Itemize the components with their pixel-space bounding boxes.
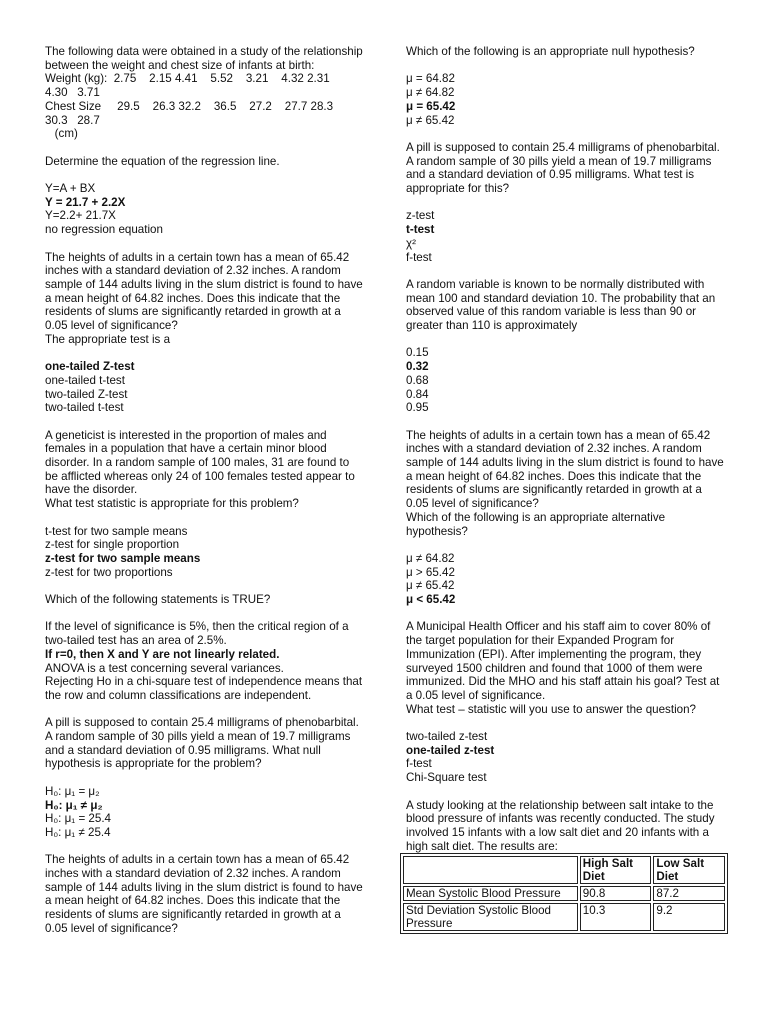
answer-option: χ² bbox=[406, 236, 416, 250]
answer-option: μ = 64.82 bbox=[406, 72, 455, 86]
answer-option: z-test for single proportion bbox=[45, 538, 180, 552]
question-text: Which of the following is an appropriate null hypothesis? bbox=[406, 45, 695, 58]
question-text: The heights of adults in a certain town has a mean of 65.42 inches with a standard deviation of 2.32 inches. A random sample of 144 adults living in the slum district is found to have a mean height of 64.82 inches. Does this indicate that the residents of slums are significantly retarded in growth at a 0.05 level of significance? bbox=[406, 428, 724, 511]
answer-option: If the level of significance is 5%, then the critical region of a two-tailed test has an area of 2.5%. bbox=[45, 620, 349, 648]
question-text: What test statistic is appropriate for this problem? bbox=[45, 497, 299, 511]
question-text: A Municipal Health Officer and his staff aim to cover 80% of the target population for their Expanded Program for Immunization (EPI). After implementing the program, they surveyed 1500 children and found that 1000 of them were immunized. Did the MHO and his staff attain his goal? Test at a 0.05 level of significance. bbox=[406, 620, 720, 702]
spacer bbox=[45, 168, 365, 182]
question-text: Which of the following is an appropriate alternative hypothesis? bbox=[406, 510, 666, 538]
answer-option: 0.84 bbox=[406, 387, 429, 401]
answer-option: μ ≠ 64.82 bbox=[406, 551, 455, 565]
spacer bbox=[406, 59, 726, 73]
answer-option-correct: μ < 65.42 bbox=[406, 593, 456, 607]
answer-option: Y=A + BX bbox=[45, 182, 96, 195]
answer-option-correct: one-tailed Z-test bbox=[45, 360, 135, 374]
spacer bbox=[45, 771, 365, 785]
table-header-cell: High Salt Diet bbox=[580, 856, 652, 884]
question-text: What test – statistic will you use to answer the question? bbox=[406, 702, 696, 716]
data-line: Weight (kg): 2.75 2.15 4.41 5.52 3.21 4.32 2.31 bbox=[45, 72, 330, 86]
answer-option: Rejecting Ho in a chi-square test of independence means that the row and column classifications are independent. bbox=[45, 675, 363, 702]
table-header-cell: Low Salt Diet bbox=[653, 856, 725, 884]
table-cell: Std Deviation Systolic Blood Pressure bbox=[403, 903, 578, 931]
answer-option-correct: μ = 65.42 bbox=[406, 99, 456, 113]
table-cell: 87.2 bbox=[653, 886, 725, 901]
data-line: 4.30 3.71 bbox=[45, 86, 100, 100]
question-text: The heights of adults in a certain town has a mean of 65.42 inches with a standard deviation of 2.32 inches. A random sample of 144 adults living in the slum district is found to have a mean height of 64.82 inches. Does this indicate that the residents of slums are significantly retarded in growth at a 0.05 level of significance? bbox=[45, 250, 363, 333]
answer-option: μ > 65.42 bbox=[406, 565, 455, 579]
answer-option: H₀: μ₁ = 25.4 bbox=[45, 812, 111, 826]
answer-option: Chi-Square test bbox=[406, 771, 487, 785]
spacer bbox=[45, 607, 365, 621]
spacer bbox=[45, 579, 365, 593]
spacer bbox=[406, 127, 726, 141]
answer-option-correct: z-test for two sample means bbox=[45, 551, 201, 565]
spacer bbox=[45, 346, 365, 360]
answer-option: μ ≠ 64.82 bbox=[406, 86, 455, 100]
answer-option: 0.95 bbox=[406, 401, 429, 415]
answer-option-correct: t-test bbox=[406, 223, 435, 237]
table-row bbox=[403, 886, 725, 901]
data-table bbox=[400, 853, 728, 934]
spacer bbox=[45, 703, 365, 717]
question-text: Which of the following statements is TRUE? bbox=[45, 593, 271, 607]
table-row bbox=[403, 903, 725, 931]
spacer bbox=[406, 785, 726, 799]
question-text: The heights of adults in a certain town has a mean of 65.42 inches with a standard deviation of 2.32 inches. A random sample of 144 adults living in the slum district is found to have a mean height of 64.82 inches. Does this indicate that the residents of slums are significantly retarded in growth at a 0.05 level of significance? bbox=[45, 853, 363, 935]
spacer bbox=[45, 141, 365, 155]
answer-option: no regression equation bbox=[45, 223, 163, 237]
table-cell: 9.2 bbox=[653, 903, 725, 931]
answer-option: ANOVA is a test concerning several variances. bbox=[45, 661, 284, 675]
table-cell: 90.8 bbox=[580, 886, 652, 901]
answer-option: μ ≠ 65.42 bbox=[406, 579, 455, 593]
answer-option-correct: H₀: μ₁ ≠ μ₂ bbox=[45, 798, 103, 812]
table-cell: 10.3 bbox=[580, 903, 652, 931]
question-text: A study looking at the relationship between salt intake to the blood pressure of infants was recently conducted. The study involved 15 infants with a low salt diet and 20 infants with a high salt diet. The results are: bbox=[406, 798, 715, 853]
spacer bbox=[45, 511, 365, 525]
spacer bbox=[406, 415, 726, 429]
table-header-cell bbox=[403, 856, 578, 884]
table-cell: Mean Systolic Blood Pressure bbox=[403, 886, 578, 901]
answer-option: μ ≠ 65.42 bbox=[406, 113, 455, 127]
spacer bbox=[406, 196, 726, 210]
spacer bbox=[406, 538, 726, 552]
answer-option: f-test bbox=[406, 757, 432, 771]
question-text: Determine the equation of the regression line. bbox=[45, 154, 280, 168]
answer-option-correct: Y = 21.7 + 2.2X bbox=[45, 195, 126, 209]
answer-option: two-tailed z-test bbox=[406, 730, 488, 744]
spacer bbox=[45, 237, 365, 251]
question-text: A pill is supposed to contain 25.4 milligrams of phenobarbital. A random sample of 30 pills yield a mean of 19.7 milligrams and a standard deviation of 0.95 milligrams. What test is appropriate for this? bbox=[406, 140, 720, 195]
answer-option: f-test bbox=[406, 250, 432, 264]
answer-option-correct: If r=0, then X and Y are not linearly related. bbox=[45, 647, 280, 661]
spacer bbox=[45, 415, 365, 429]
spacer bbox=[406, 607, 726, 621]
data-line: Chest Size 29.5 26.3 32.2 36.5 27.2 27.7 28.3 bbox=[45, 99, 334, 113]
spacer bbox=[45, 840, 365, 854]
right-column bbox=[406, 45, 726, 934]
spacer bbox=[406, 716, 726, 730]
question-text: A geneticist is interested in the proportion of males and females in a population that have a certain minor blood disorder. In a random sample of 100 males, 31 are found to be afflicted whereas only 24 of 100 females tested appear to have the disorder. bbox=[45, 428, 355, 497]
answer-option: H₀: μ₁ ≠ 25.4 bbox=[45, 825, 111, 839]
table-header-row bbox=[403, 856, 725, 884]
spacer bbox=[406, 333, 726, 347]
question-text: A pill is supposed to contain 25.4 milligrams of phenobarbital. A random sample of 30 pills yield a mean of 19.7 milligrams and a standard deviation of 0.95 milligrams. What null hypothesis is appropriate for the problem? bbox=[45, 716, 359, 771]
question-text: The following data were obtained in a study of the relationship between the weight and chest size of infants at birth: bbox=[45, 45, 363, 72]
answer-option: one-tailed t-test bbox=[45, 373, 125, 387]
answer-option: t-test for two sample means bbox=[45, 524, 188, 538]
answer-option: H₀: μ₁ = μ₂ bbox=[45, 784, 100, 798]
answer-option: z-test bbox=[406, 209, 435, 223]
question-text: The appropriate test is a bbox=[45, 332, 171, 346]
answer-option-correct: 0.32 bbox=[406, 360, 429, 374]
answer-option: 0.15 bbox=[406, 346, 429, 360]
answer-option-correct: one-tailed z-test bbox=[406, 743, 495, 757]
answer-option: 0.68 bbox=[406, 373, 429, 387]
data-line: 30.3 28.7 bbox=[45, 113, 100, 127]
answer-option: z-test for two proportions bbox=[45, 565, 173, 579]
left-column bbox=[45, 45, 365, 936]
answer-option: two-tailed Z-test bbox=[45, 387, 128, 401]
question-text: A random variable is known to be normally distributed with mean 100 and standard deviation 10. The probability that an observed value of this random variable is less than 90 or greater than 110 is approximately bbox=[406, 277, 716, 332]
answer-option: Y=2.2+ 21.7X bbox=[45, 209, 116, 223]
data-line: (cm) bbox=[45, 127, 78, 141]
spacer bbox=[406, 264, 726, 278]
answer-option: two-tailed t-test bbox=[45, 401, 124, 415]
